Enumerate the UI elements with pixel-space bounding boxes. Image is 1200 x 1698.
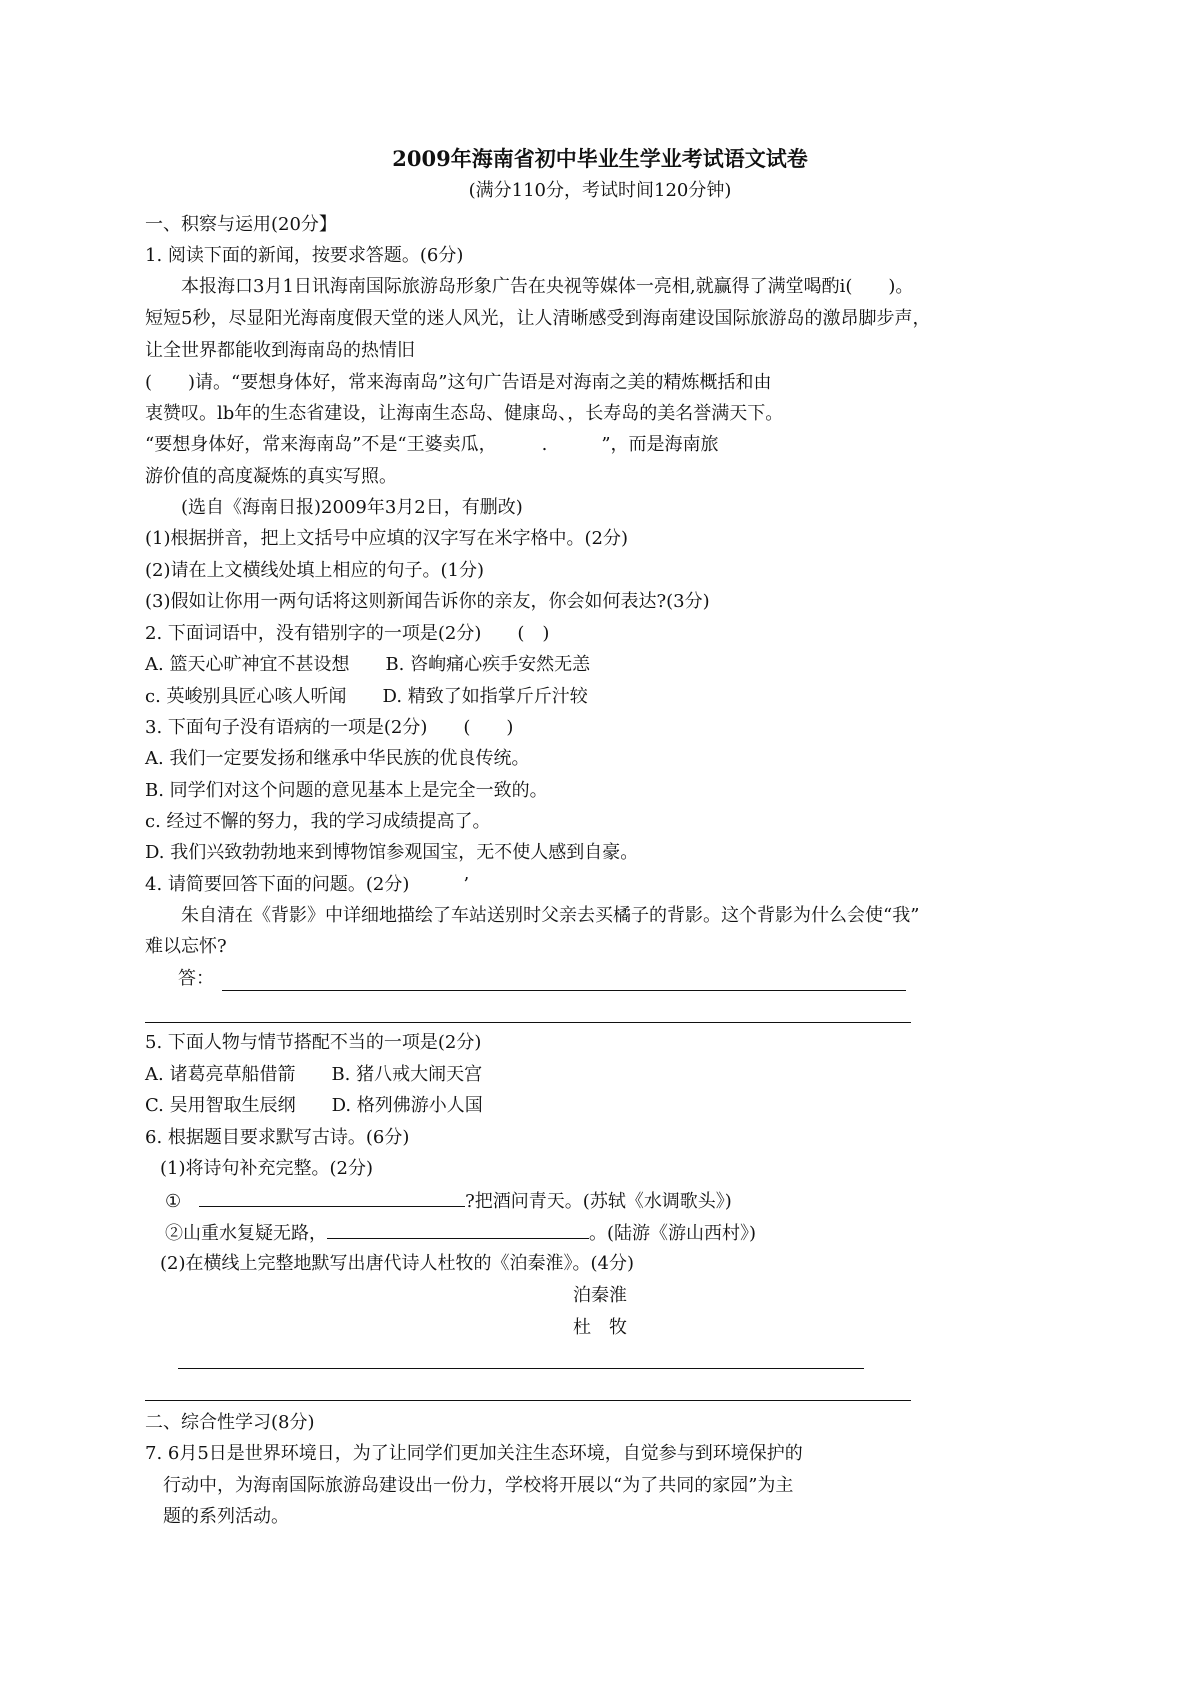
q1-passage-line: ( )请。“要想身体好，常来海南岛”这句广告语是对海南之美的精炼概括和由 bbox=[145, 372, 772, 393]
q6-sub1: (1)将诗句补充完整。(2分) bbox=[160, 1158, 373, 1179]
poem-answer-line[interactable] bbox=[178, 1368, 864, 1369]
section1-heading: 一、积察与运用(20分】 bbox=[145, 214, 337, 235]
poem-author: 杜 牧 bbox=[573, 1317, 627, 1338]
q4-body: 朱自清在《背影》中详细地描绘了车站送别时父亲去买橘子的背影。这个背影为什么会使“我” bbox=[145, 905, 920, 926]
q3-option-b: B. 同学们对这个问题的意见基本上是完全一致的。 bbox=[145, 780, 548, 801]
q5-options-cd: C. 吴用智取生辰纲 D. 格列佛游小人国 bbox=[145, 1095, 483, 1116]
q4-head: 4. 请简要回答下面的问题。(2分) ’ bbox=[145, 874, 470, 895]
q1-passage-line: 本报海口3月1日讯海南国际旅游岛形象广告在央视等媒体一亮相,就赢得了满堂喝酌i( )。 bbox=[145, 276, 914, 297]
q3-option-c: c. 经过不懈的努力，我的学习成绩提高了。 bbox=[145, 811, 491, 832]
q2-options-ab: A. 篮天心旷神宜不甚设想 B. 咨峋痛心疾手安然无恙 bbox=[145, 654, 591, 675]
q7-line: 行动中，为海南国际旅游岛建设出一份力，学校将开展以“为了共同的家园”为主 bbox=[145, 1475, 794, 1496]
q4-answer-line[interactable] bbox=[222, 990, 906, 991]
q1-passage-line: 衷赞叹。lb年的生态省建设，让海南生态岛、健康岛、，长寿岛的美名誉满天下。 bbox=[145, 403, 784, 424]
q5-options-ab: A. 诸葛亮草船借箭 B. 猪八戒大闹天宫 bbox=[145, 1064, 483, 1085]
q1-sub2: (2)请在上文横线处填上相应的句子。(1分) bbox=[145, 560, 484, 581]
q4-answer-line[interactable] bbox=[145, 1022, 911, 1023]
q1-sub3: (3)假如让你用一两句话将这则新闻告诉你的亲友，你会如何表达?(3分) bbox=[145, 591, 710, 612]
q6-line1-suffix: ?把酒问青天。(苏轼《水调歌头》) bbox=[465, 1191, 732, 1212]
q5-head: 5. 下面人物与情节搭配不当的一项是(2分) bbox=[145, 1032, 482, 1053]
q1-sub1: (1)根据拼音，把上文括号中应填的汉字写在米字格中。(2分) bbox=[145, 528, 628, 549]
q3-option-d: D. 我们兴致勃勃地来到博物馆参观国宝，无不使人感到自豪。 bbox=[145, 842, 639, 863]
q1-passage-line: 让全世界都能收到海南岛的热情旧 bbox=[145, 340, 415, 361]
q6-line2-prefix: ②山重水复疑无路， bbox=[165, 1223, 327, 1244]
section2-heading: 二、综合性学习(8分) bbox=[145, 1412, 315, 1433]
exam-title: 2009年海南省初中毕业生学业考试语文试卷 bbox=[392, 146, 808, 171]
q4-answer-label: 答： bbox=[178, 968, 214, 989]
q1-source: (选自《海南日报)2009年3月2日，有删改) bbox=[145, 497, 523, 518]
q6-line1 bbox=[165, 1188, 732, 1214]
q6-head: 6. 根据题目要求默写古诗。(6分) bbox=[145, 1127, 410, 1148]
q6-line2 bbox=[165, 1220, 756, 1246]
q7-line: 题的系列活动。 bbox=[145, 1506, 289, 1527]
q1-passage-line: “要想身体好，常来海南岛”不是“王婆卖瓜， . ”，而是海南旅 bbox=[145, 434, 719, 455]
q6-sub2: (2)在横线上完整地默写出唐代诗人杜牧的《泊秦淮》。(4分) bbox=[160, 1253, 634, 1274]
q1-passage-line: 游价值的高度凝炼的真实写照。 bbox=[145, 466, 397, 487]
q1-head: 1. 阅读下面的新闻，按要求答题。(6分) bbox=[145, 245, 464, 266]
q6-line2-suffix: 。(陆游《游山西村》) bbox=[589, 1223, 757, 1244]
q6-line2-blank[interactable] bbox=[327, 1220, 589, 1239]
q2-head: 2. 下面词语中，没有错别字的一项是(2分) ( ) bbox=[145, 623, 550, 644]
poem-title: 泊秦淮 bbox=[573, 1285, 627, 1306]
q7-line: 7. 6月5日是世界环境日，为了让同学们更加关注生态环境，自觉参与到环境保护的 bbox=[145, 1443, 803, 1464]
q3-head: 3. 下面句子没有语病的一项是(2分) ( ) bbox=[145, 717, 514, 738]
q3-option-a: A. 我们一定要发扬和继承中华民族的优良传统。 bbox=[145, 748, 530, 769]
q1-passage-line: 短短5秒，尽显阳光海南度假天堂的迷人风光，让人清晰感受到海南建设国际旅游岛的激昂脚步声， bbox=[145, 308, 931, 329]
q6-line1-prefix: ① bbox=[165, 1191, 182, 1212]
exam-subtitle: (满分110分，考试时间120分钟) bbox=[468, 180, 732, 201]
q2-options-cd: c. 英峻别具匠心咳人听闻 D. 精致了如指掌斤斤汁较 bbox=[145, 686, 588, 707]
q6-line1-blank[interactable] bbox=[199, 1188, 465, 1207]
poem-answer-line[interactable] bbox=[145, 1400, 911, 1401]
q4-body: 难以忘怀? bbox=[145, 936, 227, 957]
